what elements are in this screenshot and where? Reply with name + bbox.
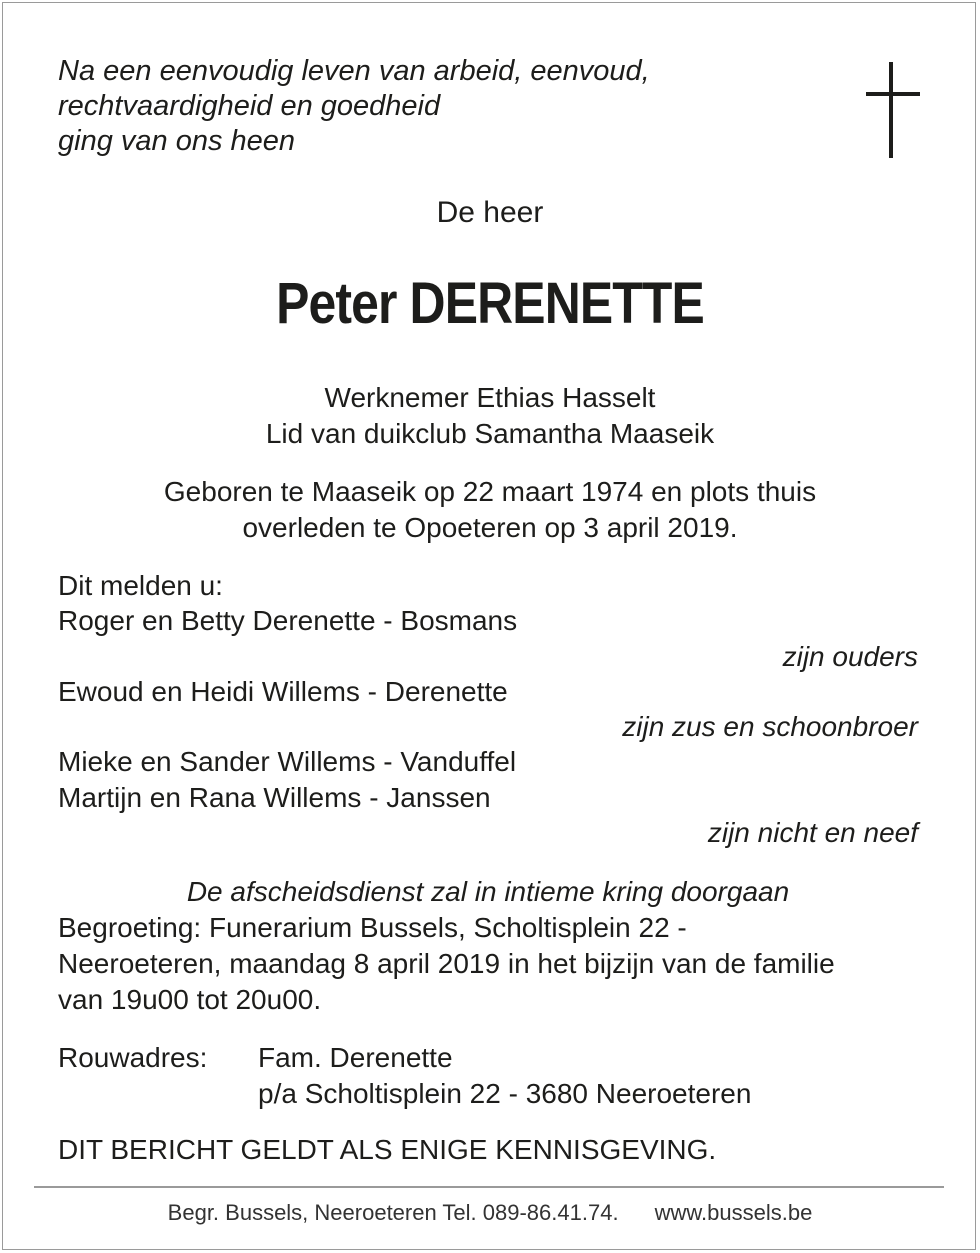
family-heading: Dit melden u: [58,570,223,601]
intro-line: rechtvaardigheid en goedheid [58,90,441,122]
title-prefix: De heer [436,196,544,229]
footer [0,1200,980,1226]
born-line: overleden te Opoeteren op 3 april 2019. [242,512,738,543]
family-relation: zijn nicht en neef [707,817,918,849]
family-relation: zijn zus en schoonbroer [622,711,918,743]
family-relation: zijn ouders [782,640,918,672]
born-line: Geboren te Maaseik op 22 maart 1974 en plots thuis [163,476,817,507]
service-lead: De afscheidsdienst zal in intieme kring doorgaan [186,876,790,907]
family-member-line: Roger en Betty Derenette - Bosmans [58,605,518,637]
info-line: Werknemer Ethias Hasselt [324,382,656,413]
notice-statement: DIT BERICHT GELDT ALS ENIGE KENNISGEVING. [58,1134,717,1165]
address-value [258,1040,751,1112]
occupation-info [0,380,980,452]
address-line: Fam. Derenette [258,1042,453,1073]
service-line: van 19u00 tot 20u00. [58,984,322,1015]
family-member-line: Ewoud en Heidi Willems - Derenette [58,675,508,707]
service-line: Begroeting: Funerarium Bussels, Scholtisplein 22 - [58,912,687,943]
intro-text [58,54,758,159]
service-info [58,874,928,1018]
service-line: Neeroeteren, maandag 8 april 2019 in het bijzijn van de familie [58,948,835,979]
address-label: Rouwadres: [58,1042,208,1073]
family-list [58,568,918,850]
family-member-line: Martijn en Rana Willems - Janssen [58,781,491,813]
family-member-line: Mieke en Sander Willems - Vanduffel [58,746,517,778]
footer-contact: Begr. Bussels, Neeroeteren Tel. 089-86.41.74. [167,1200,619,1225]
intro-line: Na een eenvoudig leven van arbeid, eenvoud, [58,55,650,87]
address-line: p/a Scholtisplein 22 - 3680 Neeroeteren [258,1078,752,1109]
latin-cross-icon [862,62,922,158]
birth-death-info [0,474,980,546]
footer-divider [34,1186,944,1188]
intro-line: ging van ons heen [58,125,296,157]
info-line: Lid van duikclub Samantha Maaseik [265,418,715,449]
deceased-name: Peter DERENETTE [276,271,704,336]
footer-website: www.bussels.be [654,1200,813,1225]
